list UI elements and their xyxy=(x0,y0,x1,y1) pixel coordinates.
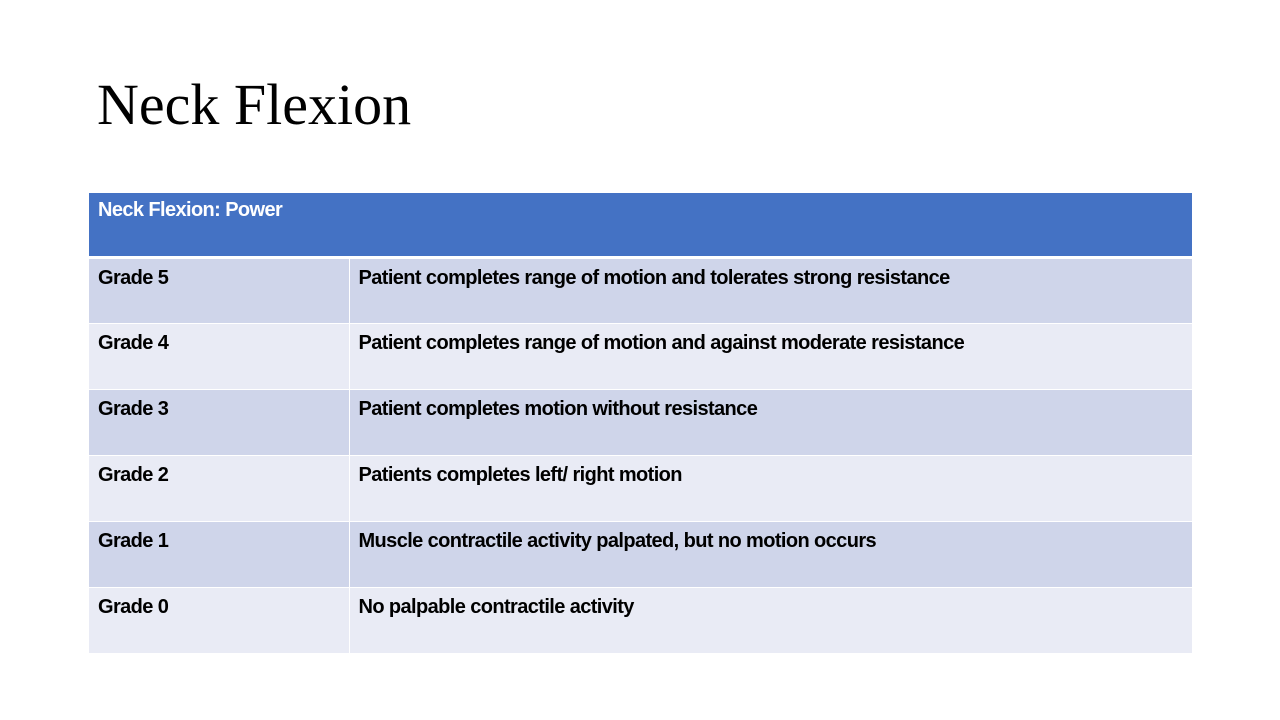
table-row xyxy=(89,587,1192,653)
table-header-cell: Neck Flexion: Power xyxy=(89,193,1192,257)
grading-table xyxy=(89,193,1192,654)
table-row xyxy=(89,521,1192,587)
table-row xyxy=(89,455,1192,521)
table-header-row xyxy=(89,193,1192,257)
description-cell: Patients completes left/ right motion xyxy=(349,455,1192,521)
table-row xyxy=(89,323,1192,389)
description-cell: Patient completes range of motion and tolerates strong resistance xyxy=(349,257,1192,323)
grade-cell: Grade 0 xyxy=(89,587,349,653)
grade-cell: Grade 4 xyxy=(89,323,349,389)
description-cell: Patient completes range of motion and against moderate resistance xyxy=(349,323,1192,389)
description-cell: Muscle contractile activity palpated, but no motion occurs xyxy=(349,521,1192,587)
grade-cell: Grade 1 xyxy=(89,521,349,587)
slide-title: Neck Flexion xyxy=(97,72,412,137)
grade-cell: Grade 2 xyxy=(89,455,349,521)
table-row xyxy=(89,257,1192,323)
grade-cell: Grade 3 xyxy=(89,389,349,455)
description-cell: Patient completes motion without resistance xyxy=(349,389,1192,455)
description-cell: No palpable contractile activity xyxy=(349,587,1192,653)
grade-cell: Grade 5 xyxy=(89,257,349,323)
table-row xyxy=(89,389,1192,455)
